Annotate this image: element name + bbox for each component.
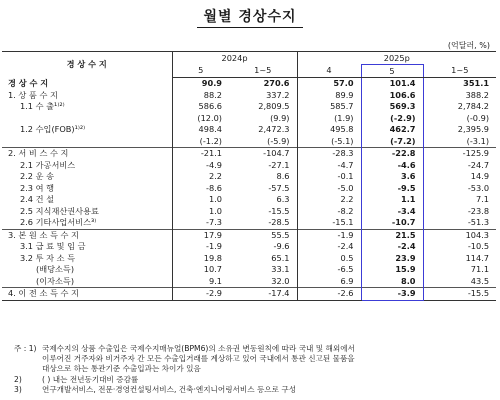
cell: -2.6 xyxy=(297,288,361,301)
table-row xyxy=(2,160,496,172)
cell: (12.0) xyxy=(172,113,229,125)
cell: 2,472.3 xyxy=(258,124,290,135)
cell: -2.4 xyxy=(297,241,361,253)
cell: 19.8 xyxy=(172,253,229,265)
row-label: 2.5 지식재산권사용료 xyxy=(20,205,99,216)
cell: 2,784.2 xyxy=(457,101,490,112)
footnote-text: 국제수지의 상품 수출입은 국제수지매뉴얼(BPM6)의 소유권 변동원칙에 따라 국내 및 해외에서 xyxy=(42,344,355,353)
header-period: 4 xyxy=(297,65,361,78)
cell: 498.4 xyxy=(172,124,229,136)
table-row xyxy=(2,194,496,206)
footnote xyxy=(4,344,496,354)
cell: 337.2 xyxy=(266,89,290,100)
cell: -51.3 xyxy=(467,217,490,228)
cell: -104.7 xyxy=(229,148,297,160)
footnote-text: 대상으로 하는 통관기준 수출입과는 차이가 있음 xyxy=(42,364,201,374)
cell: 114.7 xyxy=(465,252,490,263)
row-label: 3.1 급 료 및 임 금 xyxy=(20,241,86,252)
cell: -28.5 xyxy=(268,217,290,228)
cell: 23.9 xyxy=(361,253,423,265)
cell: (-0.9) xyxy=(466,112,490,123)
row-label: 2.3 여 행 xyxy=(20,182,55,193)
cell: 10.7 xyxy=(172,264,229,276)
cell: 43.5 xyxy=(470,275,490,286)
table-row xyxy=(2,124,496,136)
row-label: 1. 상 품 수 지 xyxy=(8,89,58,100)
footnote xyxy=(4,385,496,395)
table-row xyxy=(2,136,496,148)
cell: -22.8 xyxy=(361,148,423,160)
cell: 7.1 xyxy=(476,194,490,205)
table-row xyxy=(2,229,496,241)
cell: -2.9 xyxy=(172,288,229,301)
row-label: 2.4 건 설 xyxy=(20,194,55,205)
cell: -21.1 xyxy=(172,148,229,160)
cell: -9.5 xyxy=(361,183,423,195)
cell: (1.9) xyxy=(297,113,361,125)
cell: -53.0 xyxy=(467,182,490,193)
cell: -27.1 xyxy=(268,159,290,170)
cell: -7.3 xyxy=(172,217,229,229)
footnote-text: 연구개발서비스, 전문·경영컨설팅서비스, 건축·엔지니어링서비스 등으로 구성 xyxy=(42,384,297,394)
cell: 33.1 xyxy=(271,264,290,275)
cell: 495.8 xyxy=(297,124,361,136)
row-label xyxy=(2,113,172,125)
header-label: 경 상 수 지 xyxy=(2,52,172,78)
cell: 1.0 xyxy=(172,194,229,206)
cell: 88.2 xyxy=(172,90,229,102)
footnote-key: 2) xyxy=(14,374,22,384)
cell: 8.6 xyxy=(276,171,290,182)
footnote-key: 3) xyxy=(14,384,22,394)
cell: 2,809.5 xyxy=(258,101,290,112)
cell: -1.9 xyxy=(172,241,229,253)
cell: 101.4 xyxy=(361,78,423,90)
footnote-text: ( ) 내는 전년동기대비 증감률 xyxy=(42,374,139,384)
table-row xyxy=(2,183,496,195)
cell: -3.9 xyxy=(361,288,423,301)
row-label: 3.2 투 자 소 득 xyxy=(20,252,76,263)
cell: 57.0 xyxy=(297,78,361,90)
cell: 71.1 xyxy=(470,264,490,275)
cell: 388.2 xyxy=(465,89,490,100)
footnote-key xyxy=(4,364,42,374)
header-year-2025: 2025p xyxy=(297,52,496,65)
table-row xyxy=(2,217,496,229)
cell: -8.2 xyxy=(297,206,361,218)
cell: 17.9 xyxy=(172,229,229,241)
cell: -4.6 xyxy=(361,160,423,172)
header-period: 1~5 xyxy=(229,65,297,78)
cell: 2.2 xyxy=(172,171,229,183)
footnotes xyxy=(4,344,496,395)
cell: 6.9 xyxy=(297,276,361,288)
unit-label: (억달러, %) xyxy=(447,41,490,50)
cell: 270.6 xyxy=(263,78,290,89)
cell: -0.1 xyxy=(297,171,361,183)
cell: 2,395.9 xyxy=(457,124,490,135)
cell: (-5.9) xyxy=(267,135,290,146)
row-label: 2. 서 비 스 수 지 xyxy=(2,148,172,160)
cell: -4.7 xyxy=(297,160,361,172)
cell: (-1.2) xyxy=(172,136,229,148)
cell: -3.4 xyxy=(361,206,423,218)
cell: 65.1 xyxy=(271,252,290,263)
footnote xyxy=(4,375,496,385)
cell: 2.2 xyxy=(297,194,361,206)
table-row xyxy=(2,206,496,218)
row-label: 2.6 기타사업서비스³⁾ xyxy=(20,217,97,228)
cell: 0.5 xyxy=(297,253,361,265)
header-period: 5 xyxy=(172,65,229,78)
cell: -23.8 xyxy=(467,205,490,216)
cell: 1.1 xyxy=(361,194,423,206)
row-label: (배당소득) xyxy=(36,264,75,275)
cell: 89.9 xyxy=(297,90,361,102)
table-row xyxy=(2,264,496,276)
cell: -17.4 xyxy=(229,288,297,301)
row-label: (이자소득) xyxy=(36,275,75,286)
cell: -5.0 xyxy=(297,183,361,195)
cell: (-2.9) xyxy=(361,113,423,125)
row-label: 2.1 가공서비스 xyxy=(20,159,76,170)
current-account-table xyxy=(2,51,496,301)
cell: 15.9 xyxy=(361,264,423,276)
table-row xyxy=(2,241,496,253)
footnote xyxy=(4,354,496,364)
footnote-key xyxy=(4,354,42,364)
table-row xyxy=(2,90,496,102)
cell: 14.9 xyxy=(470,171,490,182)
cell: (9.9) xyxy=(270,112,290,123)
header-year-2024: 2024p xyxy=(172,52,297,65)
cell: -28.3 xyxy=(297,148,361,160)
cell: -8.6 xyxy=(172,183,229,195)
cell: -10.7 xyxy=(361,217,423,229)
row-label: 2.2 운 송 xyxy=(20,171,55,182)
footnote-text: 이루어진 거주자와 비거주자 간 모든 수출입거래를 계상하고 있어 국내에서 통관 신고된 물품을 xyxy=(42,354,355,364)
cell: 569.3 xyxy=(361,101,423,113)
row-label: 4. 이 전 소 득 수 지 xyxy=(2,288,172,301)
table-row xyxy=(2,101,496,113)
cell: (-7.2) xyxy=(361,136,423,148)
cell: 8.0 xyxy=(361,276,423,288)
table-row xyxy=(2,288,496,301)
cell: -9.6 xyxy=(273,241,290,252)
cell: (-3.1) xyxy=(466,135,490,146)
header-period: 1~5 xyxy=(423,65,496,78)
cell: -15.5 xyxy=(268,205,290,216)
cell: -6.5 xyxy=(297,264,361,276)
table-row xyxy=(2,171,496,183)
cell: 9.1 xyxy=(172,276,229,288)
cell: 462.7 xyxy=(361,124,423,136)
cell: 586.6 xyxy=(172,101,229,113)
row-label: 3. 본 원 소 득 수 지 xyxy=(2,229,172,241)
cell: (-5.1) xyxy=(297,136,361,148)
cell: -2.4 xyxy=(361,241,423,253)
cell: 351.1 xyxy=(463,78,490,89)
cell: -10.5 xyxy=(467,241,490,252)
row-label: 1.1 수 출¹⁾²⁾ xyxy=(20,101,65,112)
row-label: 1.2 수입(FOB)¹⁾²⁾ xyxy=(20,124,86,135)
cell: -15.1 xyxy=(297,217,361,229)
cell: 106.6 xyxy=(361,90,423,102)
cell: 90.9 xyxy=(172,78,229,90)
cell: -24.7 xyxy=(467,159,490,170)
cell: 104.3 xyxy=(423,229,496,241)
table-row xyxy=(2,148,496,160)
footnote-key: 주 : 1) xyxy=(14,344,37,353)
cell: 1.0 xyxy=(172,206,229,218)
cell: 585.7 xyxy=(297,101,361,113)
cell: 3.6 xyxy=(361,171,423,183)
row-label: 경 상 수 지 xyxy=(8,78,49,88)
cell: -57.5 xyxy=(268,182,290,193)
footnote xyxy=(4,364,496,374)
table-row xyxy=(2,276,496,288)
cell: -4.9 xyxy=(172,160,229,172)
header-period-highlight: 5 xyxy=(361,65,423,78)
page-title: 월별 경상수지 xyxy=(0,6,500,28)
header-row-years xyxy=(2,52,496,65)
cell: -1.9 xyxy=(297,229,361,241)
cell: 32.0 xyxy=(271,275,290,286)
table-row xyxy=(2,253,496,265)
row-label xyxy=(2,136,172,148)
cell: -125.9 xyxy=(423,148,496,160)
cell: 6.3 xyxy=(276,194,290,205)
table-row-current-account xyxy=(2,78,496,90)
cell: 21.5 xyxy=(361,229,423,241)
cell: -15.5 xyxy=(423,288,496,301)
cell: 55.5 xyxy=(229,229,297,241)
table-row xyxy=(2,113,496,125)
